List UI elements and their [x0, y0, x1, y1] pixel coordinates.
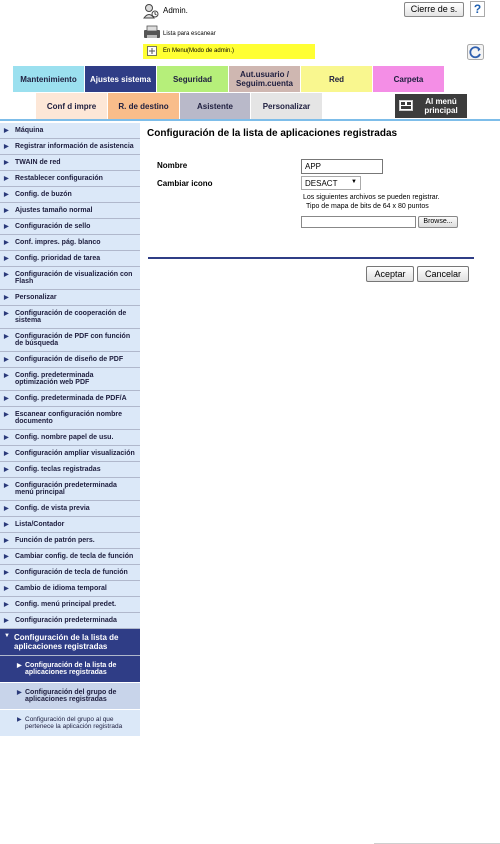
sidebar-item[interactable]: ▶ Restablecer configuración — [0, 171, 140, 187]
sidebar-item[interactable]: ▶ Personalizar — [0, 290, 140, 306]
sidebar-item[interactable]: ▶ Config. predeterminada optimización web PDF — [0, 368, 140, 391]
sidebar-item[interactable]: ▶ Configuración de sello — [0, 219, 140, 235]
sidebar-subitem[interactable]: ▶ Configuración del grupo de aplicaciones registradas — [0, 683, 140, 710]
sidebar-item[interactable]: ▶ Escanear configuración nombre documento — [0, 407, 140, 430]
sidebar-item[interactable]: ▶ Cambiar config. de tecla de función — [0, 549, 140, 565]
sidebar-item[interactable]: ▶ Cambio de idioma temporal — [0, 581, 140, 597]
admin-user-icon — [143, 3, 159, 19]
tab-seguridad[interactable]: Seguridad — [157, 66, 228, 92]
sidebar-item[interactable]: ▶ Configuración predeterminada menú principal — [0, 478, 140, 501]
logout-button[interactable]: Cierre de s. — [404, 2, 464, 17]
sidebar-item[interactable]: ▶ Máquina — [0, 123, 140, 139]
sidebar-item[interactable]: ▶ Config. prioridad de tarea — [0, 251, 140, 267]
sidebar-subitem[interactable]: ▶ Configuración de la lista de aplicaciones registradas — [0, 656, 140, 683]
file-info-line-1: Los siguientes archivos se pueden registrar. — [303, 194, 440, 201]
tab-conf-impre[interactable]: Conf d impre — [36, 93, 107, 119]
mode-indicator-icon — [147, 46, 157, 56]
tab-personalizar[interactable]: Personalizar — [251, 93, 322, 119]
sidebar-item[interactable]: ▶ Configuración de PDF con función de búsqueda — [0, 329, 140, 352]
file-path-input[interactable] — [301, 216, 416, 228]
sidebar-item-active[interactable]: ▼ Configuración de la lista de aplicaciones registradas — [0, 629, 140, 656]
help-button[interactable]: ? — [470, 1, 485, 17]
main-menu-label: Al menú principal — [424, 97, 458, 115]
tab-red[interactable]: Red — [301, 66, 372, 92]
sidebar-item[interactable]: ▶ Función de patrón pers. — [0, 533, 140, 549]
refresh-icon[interactable] — [467, 44, 484, 60]
sidebar-item[interactable]: ▶ Configuración de tecla de función — [0, 565, 140, 581]
tab-asistente[interactable]: Asistente — [180, 93, 250, 119]
tab-mantenimiento[interactable]: Mantenimiento — [13, 66, 84, 92]
icon-select[interactable] — [301, 176, 361, 190]
file-info-line-2: Tipo de mapa de bits de 64 x 80 puntos — [306, 203, 429, 210]
sidebar-item[interactable]: ▶ Config. menú principal predet. — [0, 597, 140, 613]
sidebar-item[interactable]: ▶ Registrar información de asistencia — [0, 139, 140, 155]
sidebar-item[interactable]: ▶ Ajustes tamaño normal — [0, 203, 140, 219]
sidebar-item[interactable]: ▶ Conf. impres. pág. blanco — [0, 235, 140, 251]
icon-select-value: DESACT — [305, 179, 338, 188]
name-label: Nombre — [157, 161, 188, 170]
admin-mode-label: En Menu(Modo de admin.) — [163, 48, 235, 54]
sidebar-item[interactable]: ▶ Configuración de visualización con Flash — [0, 267, 140, 290]
scan-list-label: Lista para escanear — [163, 31, 216, 37]
sidebar-item[interactable]: ▶ TWAIN de red — [0, 155, 140, 171]
sidebar-item[interactable]: ▶ Configuración ampliar visualización — [0, 446, 140, 462]
cancel-button[interactable]: Cancelar — [417, 266, 469, 282]
sidebar-nav — [0, 123, 140, 770]
name-input[interactable]: APP — [301, 159, 383, 174]
chevron-down-icon: ▼ — [351, 179, 357, 185]
tab-divider — [0, 119, 500, 121]
page-title: Configuración de la lista de aplicaciones registradas — [147, 128, 398, 139]
user-name: Admin. — [163, 6, 188, 15]
sidebar-item[interactable]: ▶ Lista/Contador — [0, 517, 140, 533]
tab-carpeta[interactable]: Carpeta — [373, 66, 444, 92]
sidebar-item[interactable]: ▶ Config. de buzón — [0, 187, 140, 203]
main-menu-button[interactable] — [395, 94, 467, 118]
sidebar-item[interactable]: ▶ Config. teclas registradas — [0, 462, 140, 478]
sidebar-item[interactable]: ▶ Configuración de cooperación de sistema — [0, 306, 140, 329]
browse-button[interactable]: Browse... — [418, 216, 458, 228]
sidebar-item[interactable]: ▶ Configuración de diseño de PDF — [0, 352, 140, 368]
sidebar-item[interactable]: ▶ Config. predeterminada de PDF/A — [0, 391, 140, 407]
tab-aut-usuario[interactable]: Aut.usuario / Seguim.cuenta — [229, 66, 300, 92]
tab-r-de-destino[interactable]: R. de destino — [108, 93, 179, 119]
sidebar-item[interactable]: ▶ Config. de vista previa — [0, 501, 140, 517]
sidebar-item[interactable]: ▶ Config. nombre papel de usu. — [0, 430, 140, 446]
printer-icon — [143, 25, 161, 39]
tab-ajustes-sistema[interactable]: Ajustes sistema — [85, 66, 156, 92]
sidebar-subitem[interactable]: ▶ Configuración del grupo al que pertenece la aplicación registrada — [0, 710, 140, 737]
change-icon-label: Cambiar icono — [157, 179, 213, 188]
main-menu-icon — [399, 100, 413, 111]
sidebar-item[interactable]: ▶ Configuración predeterminada — [0, 613, 140, 629]
accept-button[interactable]: Aceptar — [366, 266, 414, 282]
content-separator — [148, 257, 474, 259]
